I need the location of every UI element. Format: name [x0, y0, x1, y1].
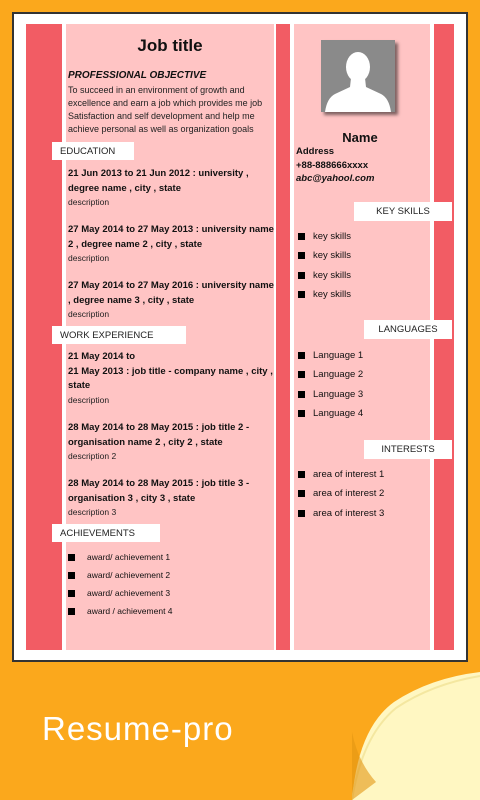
education-entry-title: 21 Jun 2013 to 21 Jun 2012 : university , degree name , city , state	[68, 168, 249, 194]
education-entry-desc: description	[68, 309, 110, 319]
education-entry	[68, 279, 274, 321]
work-entry	[68, 421, 274, 463]
list-item: Language 4	[298, 404, 363, 423]
square-bullet-icon	[68, 608, 75, 615]
list-item: Language 3	[298, 385, 363, 404]
square-bullet-icon	[68, 590, 75, 597]
brand-label: Resume-pro	[42, 710, 234, 747]
interests-header: INTERESTS	[364, 440, 452, 459]
objective-heading: PROFESSIONAL OBJECTIVE	[68, 70, 207, 81]
square-bullet-icon	[298, 490, 305, 497]
work-entry-title: 28 May 2014 to 28 May 2015 : job title 2 - organisation name 2 , city 2 , state	[68, 422, 250, 448]
education-header: EDUCATION	[52, 142, 134, 160]
square-bullet-icon	[298, 510, 305, 517]
profile-name: Name	[342, 130, 378, 145]
square-bullet-icon	[298, 291, 305, 298]
work-entry-date: 21 May 2014 to	[68, 351, 136, 362]
email: abc@yahool.com	[296, 173, 375, 184]
list-item: key skills	[298, 246, 351, 265]
work-entry-desc: description	[68, 394, 110, 405]
list-item: area of interest 1	[298, 465, 384, 484]
square-bullet-icon	[298, 410, 305, 417]
education-entry-desc: description	[68, 197, 110, 207]
square-bullet-icon	[298, 371, 305, 378]
achievements-header: ACHIEVEMENTS	[52, 524, 160, 542]
square-bullet-icon	[298, 252, 305, 259]
page-fold-decoration	[352, 672, 480, 800]
list-item: award/ achievement 2	[68, 566, 173, 584]
education-entry-desc: description	[68, 253, 110, 263]
list-item: area of interest 2	[298, 484, 384, 503]
education-entry	[68, 223, 274, 265]
work-entry-desc: description 3	[68, 507, 117, 517]
key-skills-list	[298, 227, 351, 304]
square-bullet-icon	[298, 391, 305, 398]
square-bullet-icon	[298, 233, 305, 240]
list-item: award / achievement 4	[68, 602, 173, 620]
list-item: key skills	[298, 266, 351, 285]
phone: +88-888666xxxx	[296, 159, 369, 171]
education-entry-title: 27 May 2014 to 27 May 2016 : university name , degree name 3 , city , state	[68, 280, 274, 306]
work-entry-title: 21 May 2013 : job title - company name , city , state	[68, 365, 273, 391]
list-item: award/ achievement 3	[68, 584, 173, 602]
objective-text: To succeed in an environment of growth and excellence and earn a job which provides me job Satisfaction and self development and help me achieve personal as well as organization goals	[68, 85, 263, 134]
key-skills-header: KEY SKILLS	[354, 202, 452, 221]
education-entry	[68, 167, 274, 209]
square-bullet-icon	[68, 554, 75, 561]
list-item: key skills	[298, 227, 351, 246]
interests-list	[298, 465, 384, 523]
work-entry	[68, 477, 274, 519]
education-entry-title: 27 May 2014 to 27 May 2013 : university name 2 , degree name 2 , city , state	[68, 224, 274, 250]
person-silhouette-icon	[321, 40, 395, 112]
achievements-list	[68, 548, 173, 620]
work-entry-title: 28 May 2014 to 28 May 2015 : job title 3 - organisation 3 , city 3 , state	[68, 478, 250, 504]
list-item: award/ achievement 1	[68, 548, 173, 566]
square-bullet-icon	[298, 272, 305, 279]
list-item: key skills	[298, 285, 351, 304]
page-title: Job title	[137, 36, 203, 55]
languages-header: LANGUAGES	[364, 320, 452, 339]
address: Address	[296, 146, 335, 157]
square-bullet-icon	[68, 572, 75, 579]
contact-info	[296, 145, 374, 186]
list-item: Language 1	[298, 346, 363, 365]
middle-accent-bar	[276, 24, 290, 650]
work-experience-header: WORK EXPERIENCE	[52, 326, 186, 344]
square-bullet-icon	[298, 352, 305, 359]
work-entry	[68, 350, 274, 407]
list-item: Language 2	[298, 365, 363, 384]
list-item: area of interest 3	[298, 504, 384, 523]
square-bullet-icon	[298, 471, 305, 478]
languages-list	[298, 346, 363, 423]
work-entry-desc: description 2	[68, 451, 117, 461]
resume-page	[12, 12, 468, 662]
